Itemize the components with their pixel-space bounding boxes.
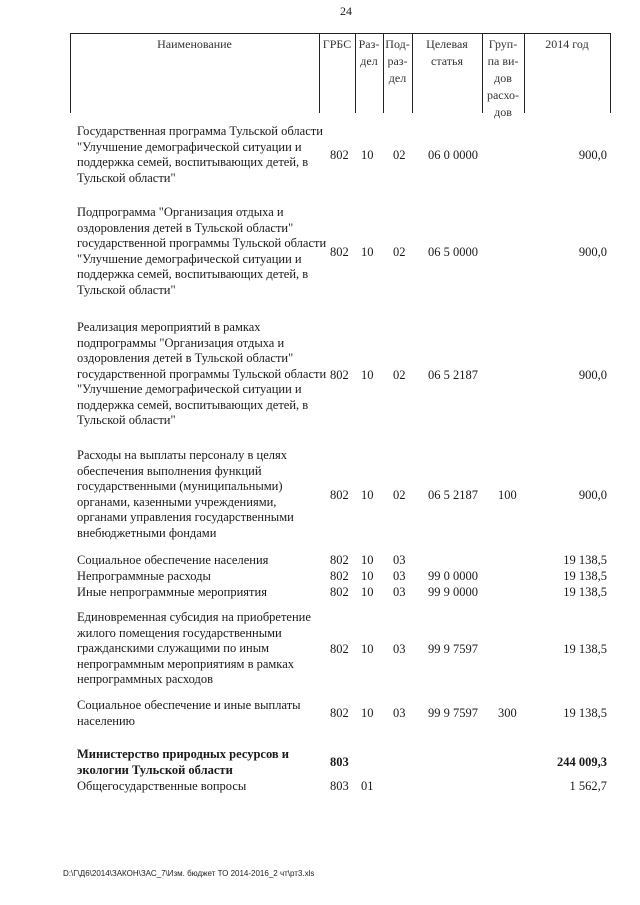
row-amount: 900,0 [578,245,607,259]
header-vid: Груп- па ви- дов расхо- дов [486,37,520,119]
table-row [70,553,611,569]
row-grbs: 802 [330,706,349,720]
row-amount: 19 138,5 [563,706,607,720]
row-grbs: 802 [330,368,349,382]
file-path-footer: D:\Г\Д6\2014\ЗАКОН\ЗАС_7\Изм. бюджет ТО 2014-2016_2 чт\рт3.xls [63,869,315,878]
row-name: Непрограммные расходы [77,569,211,583]
row-grbs: 803 [330,755,349,769]
col-border-right [610,33,611,113]
row-grbs: 802 [330,488,349,502]
row-target: 99 9 7597 [428,642,478,656]
row-razdel: 10 [361,569,374,583]
row-razdel: 10 [361,368,374,382]
row-podrazdel: 02 [393,148,406,162]
row-amount: 19 138,5 [563,642,607,656]
table-row [70,585,611,601]
row-amount: 19 138,5 [563,569,607,583]
row-amount: 19 138,5 [563,585,607,599]
row-name: Единовременная субсидия на приобретение жилого помещения государственными гражданскими служащими по иным непрограммным мероприятиям в рамках непрограммных расходов [77,610,311,686]
row-podrazdel: 02 [393,245,406,259]
row-target: 06 5 2187 [428,488,478,502]
row-name: Расходы на выплаты персоналу в целях обеспечения выполнения функций государственными (муниципальными) органами, казенными учреждениями, органами управления государственными внебюджетными фондами [77,448,294,540]
row-razdel: 01 [361,779,374,793]
table-row [70,448,611,542]
row-podrazdel: 03 [393,569,406,583]
header-year: 2014 год [545,37,589,51]
row-grbs: 802 [330,148,349,162]
table-row [70,779,611,795]
page-number: 24 [340,4,352,18]
header-razdel: Раз- дел [358,37,380,68]
row-razdel: 10 [361,148,374,162]
table-row-ministry [70,747,611,779]
row-razdel: 10 [361,488,374,502]
row-grbs: 802 [330,585,349,599]
row-podrazdel: 03 [393,553,406,567]
row-podrazdel: 02 [393,368,406,382]
table-row [70,698,611,730]
row-grbs: 802 [330,553,349,567]
table-row [70,569,611,585]
row-target: 06 0 0000 [428,148,478,162]
row-razdel: 10 [361,706,374,720]
table-header [70,33,611,119]
row-razdel: 10 [361,245,374,259]
row-razdel: 10 [361,585,374,599]
row-target: 06 5 0000 [428,245,478,259]
row-name: Социальное обеспечение населения [77,553,269,567]
row-podrazdel: 03 [393,585,406,599]
header-top-border [70,33,611,34]
row-amount: 19 138,5 [563,553,607,567]
table-row [70,610,611,690]
row-grbs: 802 [330,569,349,583]
row-vid: 300 [498,706,517,720]
row-name: Социальное обеспечение и иные выплаты населению [77,698,301,728]
table-row [70,124,611,188]
table-row [70,205,611,300]
row-target: 99 9 7597 [428,706,478,720]
row-amount: 900,0 [578,368,607,382]
row-target: 99 9 0000 [428,585,478,599]
row-target: 99 0 0000 [428,569,478,583]
header-podrazdel: Под- раз- дел [385,37,410,85]
row-name: Подпрограмма "Организация отдыха и оздоровления детей в Тульской области" государственной программы Тульской области "Улучшение демографической ситуации и поддержка семей, воспитывающих детей, в Тульской области" [77,205,327,297]
row-podrazdel: 02 [393,488,406,502]
row-name: Министерство природных ресурсов и экологии Тульской области [77,747,289,777]
row-name: Общегосударственные вопросы [77,779,247,793]
header-name: Наименование [157,37,232,51]
row-amount: 244 009,3 [557,755,607,769]
row-name: Реализация мероприятий в рамках подпрограммы "Организация отдыха и оздоровления детей в Тульской области" государственной программы Тульской области "Улучшение демографической ситуации и поддержка семей, воспитывающих детей, в Тульской области" [77,320,327,427]
row-grbs: 802 [330,642,349,656]
header-target: Целевая статья [426,37,468,68]
header-grbs: ГРБС [322,37,352,51]
row-grbs: 803 [330,779,349,793]
row-amount: 900,0 [578,148,607,162]
row-target: 06 5 2187 [428,368,478,382]
row-amount: 1 562,7 [569,779,607,793]
row-name: Государственная программа Тульской области "Улучшение демографической ситуации и поддержка семей, воспитывающих детей, в Тульской области" [77,124,323,185]
row-podrazdel: 03 [393,706,406,720]
row-grbs: 802 [330,245,349,259]
row-amount: 900,0 [578,488,607,502]
row-razdel: 10 [361,642,374,656]
row-vid: 100 [498,488,517,502]
row-podrazdel: 03 [393,642,406,656]
table-row [70,320,611,430]
row-name: Иные непрограммные мероприятия [77,585,267,599]
row-razdel: 10 [361,553,374,567]
